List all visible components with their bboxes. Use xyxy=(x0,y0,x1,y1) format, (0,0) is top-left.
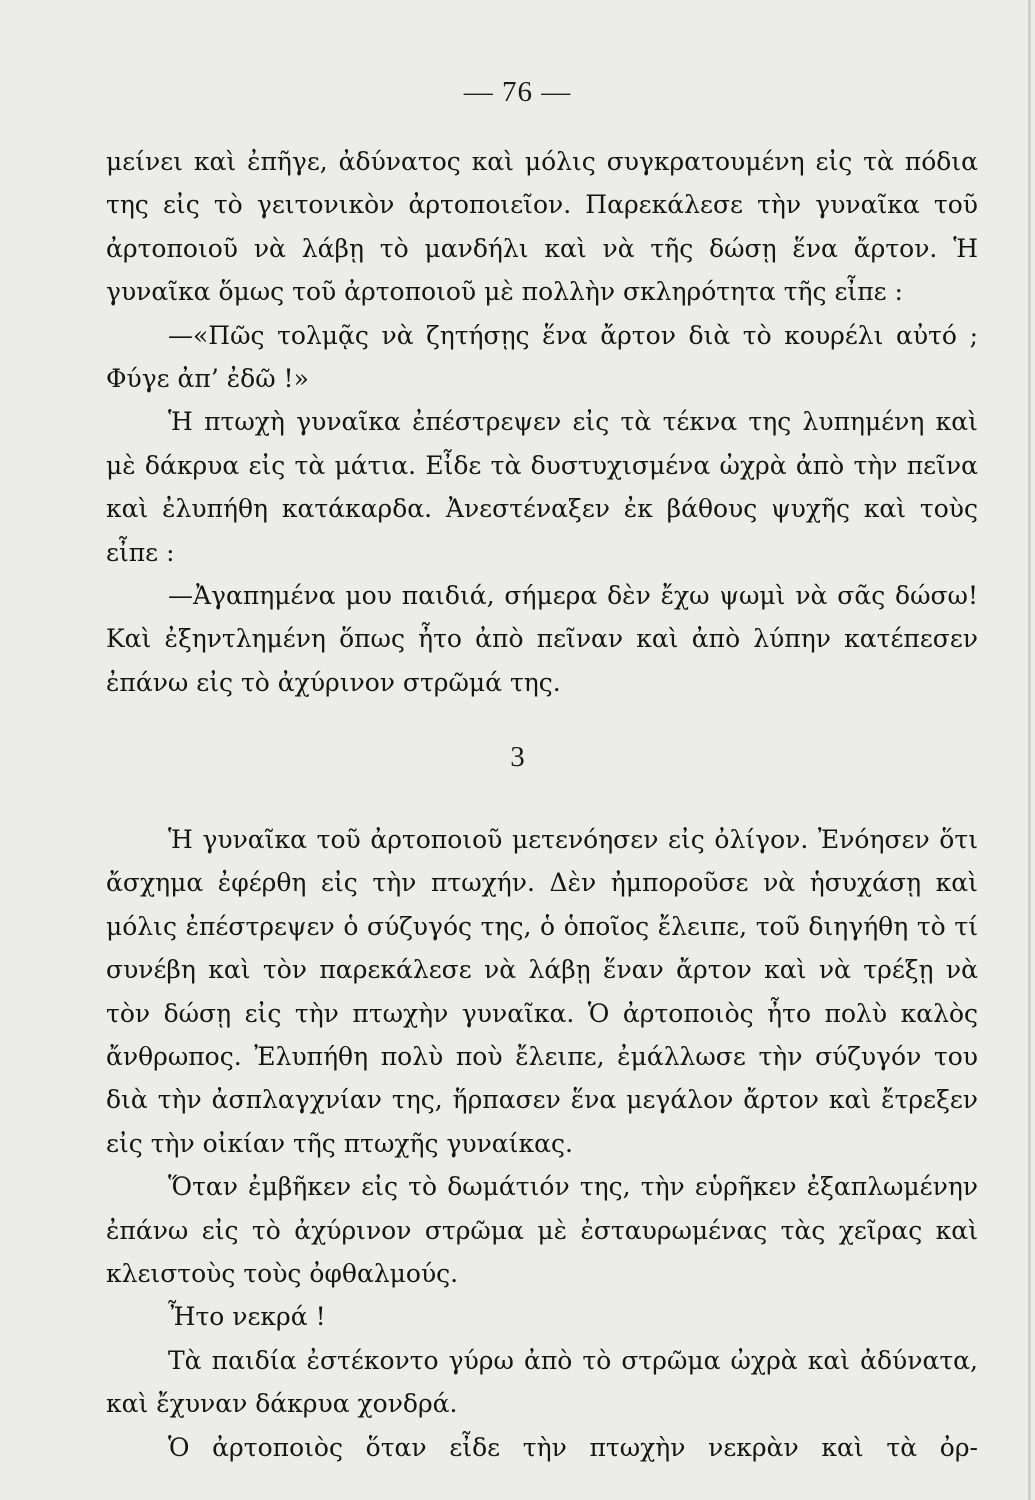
text-block-bottom xyxy=(106,818,978,1469)
paragraph: Τὰ παιδία ἐστέκοντο γύρω ἀπὸ τὸ στρῶμα ὠχρὰ καὶ ἀδύνατα, καὶ ἔχυναν δάκρυα χονδρά. xyxy=(106,1345,978,1419)
section-number: 3 xyxy=(510,741,525,773)
paragraph: Ἡ γυναῖκα τοῦ ἀρτοποιοῦ μετενόησεν εἰς ὀλίγον. Ἐνόησεν ὅτι ἄσχημα ἐφέρθη εἰς τὴν πτωχήν. Δὲν ἠμποροῦσε νὰ ἡσυχάσῃ καὶ μόλις ἐπέστρεψεν ὁ σύζυγός της, ὁ ὁποῖος ἔλειπε, τοῦ διηγήθη τὸ τί συνέβη καὶ τὸν παρεκάλεσε νὰ λάβῃ ἕναν ἄρτον καὶ νὰ τρέξῃ νὰ τὸν δώσῃ εἰς τὴν πτωχὴν γυναῖκα. Ὁ ἀρτοποιὸς ἦτο πολὺ καλὸς ἄνθρωπος. Ἐλυπήθη πολὺ ποὺ ἔλειπε, ἐμάλλωσε τὴν σύζυγόν του διὰ τὴν ἀσπλαγχνίαν της, ἥρπασεν ἕνα μεγάλον ἄρτον καὶ ἔτρεξεν εἰς τὴν οἰκίαν τῆς πτωχῆς γυναίκας. xyxy=(106,825,978,1158)
paragraph: —Ἀγαπημένα μου παιδιά, σήμερα δὲν ἔχω ψωμὶ νὰ σᾶς δώσω! Καὶ ἐξηντλημένη ὅπως ἦτο ἀπὸ πεῖναν καὶ ἀπὸ λύπην κατέπεσεν ἐπάνω εἰς τὸ ἀχύρινον στρῶμά της. xyxy=(106,581,978,697)
paragraph: Ἦτο νεκρά ! xyxy=(168,1302,326,1332)
paragraph: μείνει καὶ ἐπῆγε, ἀδύνατος καὶ μόλις συγκρατουμένη εἰς τὰ πόδια της εἰς τὸ γειτονικὸν ἀρτοποιεῖον. Παρεκάλεσε τὴν γυναῖκα τοῦ ἀρτοποιοῦ νὰ λάβῃ τὸ μανδήλι καὶ νὰ τῆς δώσῃ ἕνα ἄρτον. Ἡ γυναῖκα ὅμως τοῦ ἀρτοποιοῦ μὲ πολλὴν σκληρότητα τῆς εἶπε : xyxy=(106,147,978,307)
text-block-top xyxy=(106,140,978,704)
paragraph: Ὅταν ἐμβῆκεν εἰς τὸ δωμάτιόν της, τὴν εὑρῆκεν ἐξαπλωμένην ἐπάνω εἰς τὸ ἀχύρινον στρῶμα μὲ ἐσταυρωμένας τὰς χεῖρας καὶ κλειστοὺς τοὺς ὀφθαλμούς. xyxy=(106,1172,978,1289)
page-number: — 76 — xyxy=(463,76,572,108)
paragraph: Ὁ ἀρτοποιὸς ὅταν εἶδε τὴν πτωχὴν νεκρὰν καὶ τὰ ὀρ- xyxy=(168,1432,978,1462)
page-edge xyxy=(1028,0,1031,1500)
paragraph: Ἡ πτωχὴ γυναῖκα ἐπέστρεψεν εἰς τὰ τέκνα της λυπημένη καὶ μὲ δάκρυα εἰς τὰ μάτια. Εἶδε τὰ δυστυχισμένα ὠχρὰ ἀπὸ τὴν πεῖνα καὶ ἐλυπήθη κατάκαρδα. Ἀνεστέναξεν ἐκ βάθους ψυχῆς καὶ τοὺς εἶπε : xyxy=(106,407,978,567)
paragraph: —«Πῶς τολμᾷς νὰ ζητήσῃς ἕνα ἄρτον διὰ τὸ κουρέλι αὐτό ; Φύγε ἀπ’ ἐδῶ !» xyxy=(106,320,978,394)
